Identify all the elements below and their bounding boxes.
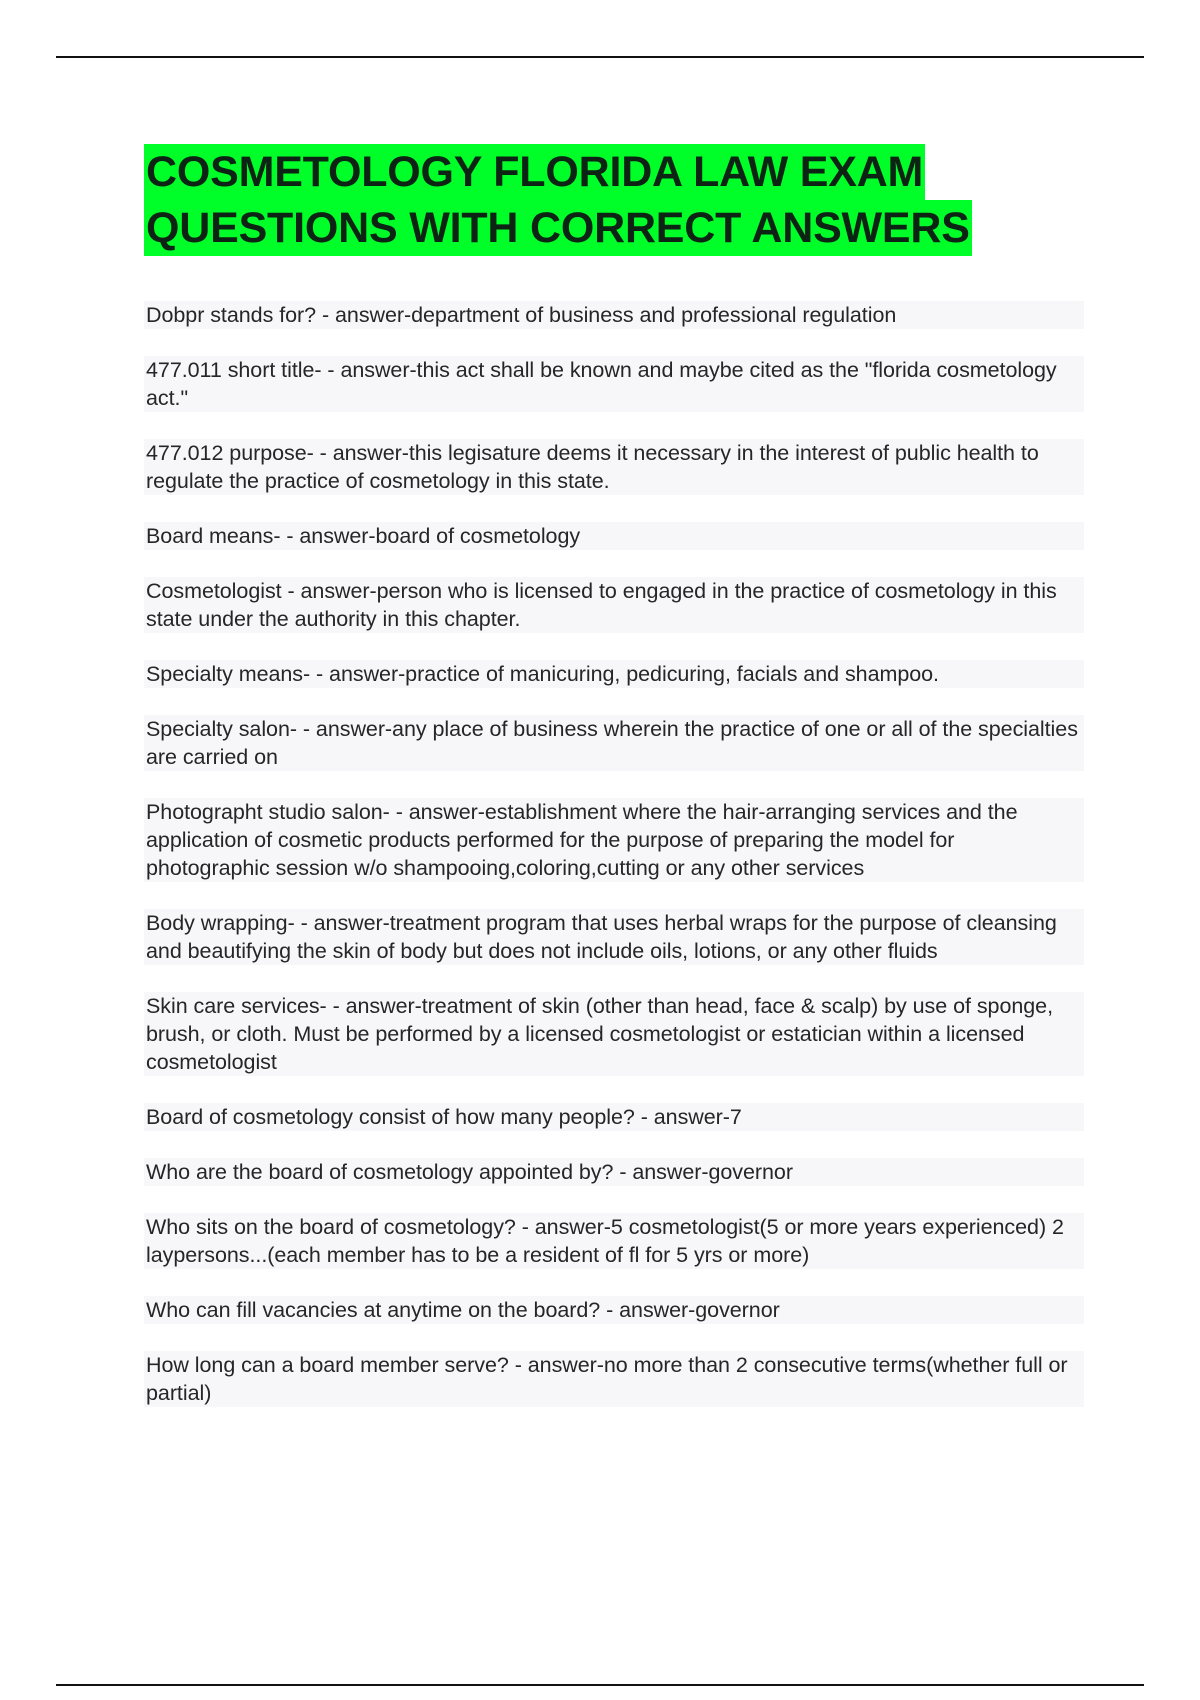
- header-rule: [56, 56, 1144, 58]
- qa-item: Skin care services- - answer-treatment of skin (other than head, face & scalp) by use of sponge, brush, or cloth. Must be performed by a licensed cosmetologist or estatician within a licensed cosmetologist: [144, 992, 1084, 1076]
- qa-list: [144, 301, 1084, 1434]
- qa-item: Who sits on the board of cosmetology? - answer-5 cosmetologist(5 or more years experienced) 2 laypersons...(each member has to be a resident of fl for 5 yrs or more): [144, 1213, 1084, 1269]
- qa-item: 477.011 short title- - answer-this act shall be known and maybe cited as the "florida cosmetology act.": [144, 356, 1084, 412]
- document-title: [144, 144, 1094, 256]
- qa-item: How long can a board member serve? - answer-no more than 2 consecutive terms(whether full or partial): [144, 1351, 1084, 1407]
- qa-item: Specialty means- - answer-practice of manicuring, pedicuring, facials and shampoo.: [144, 660, 1084, 688]
- qa-item: Who are the board of cosmetology appointed by? - answer-governor: [144, 1158, 1084, 1186]
- qa-item: Body wrapping- - answer-treatment program that uses herbal wraps for the purpose of cleansing and beautifying the skin of body but does not include oils, lotions, or any other fluids: [144, 909, 1084, 965]
- footer-rule: [56, 1684, 1144, 1686]
- title-line-1: COSMETOLOGY FLORIDA LAW EXAM: [144, 144, 925, 200]
- qa-item: 477.012 purpose- - answer-this legisature deems it necessary in the interest of public health to regulate the practice of cosmetology in this state.: [144, 439, 1084, 495]
- qa-item: Photographt studio salon- - answer-establishment where the hair-arranging services and the application of cosmetic products performed for the purpose of preparing the model for photographic session w/o shampooing,coloring,cutting or any other services: [144, 798, 1084, 882]
- qa-item: Board of cosmetology consist of how many people? - answer-7: [144, 1103, 1084, 1131]
- title-line-2: QUESTIONS WITH CORRECT ANSWERS: [144, 200, 972, 256]
- qa-item: Specialty salon- - answer-any place of business wherein the practice of one or all of the specialties are carried on: [144, 715, 1084, 771]
- qa-item: Cosmetologist - answer-person who is licensed to engaged in the practice of cosmetology in this state under the authority in this chapter.: [144, 577, 1084, 633]
- qa-item: Dobpr stands for? - answer-department of business and professional regulation: [144, 301, 1084, 329]
- qa-item: Board means- - answer-board of cosmetology: [144, 522, 1084, 550]
- qa-item: Who can fill vacancies at anytime on the board? - answer-governor: [144, 1296, 1084, 1324]
